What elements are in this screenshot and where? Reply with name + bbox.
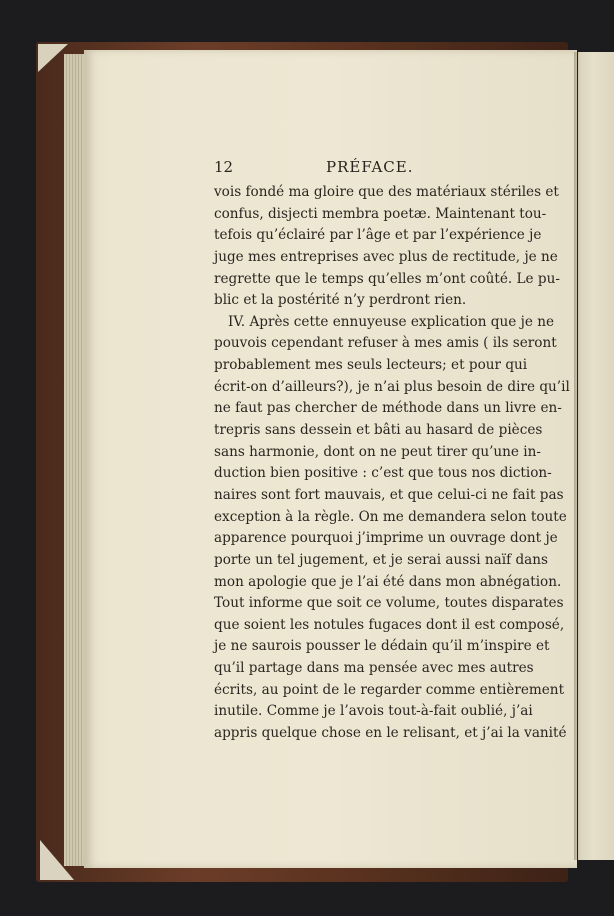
page-header <box>214 158 514 180</box>
text-line: que soient les notules fugaces dont il est composé, <box>214 616 565 633</box>
text-line: écrit-on d’ailleurs?), je n’ai plus besoin de dire qu’il <box>214 378 570 395</box>
text-line: confus, disjecti membra poetæ. Maintenant tou- <box>214 205 547 222</box>
text-line: ne faut pas chercher de méthode dans un livre en- <box>214 400 562 417</box>
text-line: blic et la postérité n’y perdront rien. <box>214 292 467 309</box>
text-line: vois fondé ma gloire que des matériaux stériles et <box>214 184 559 200</box>
text-line: juge mes entreprises avec plus de rectitude, je ne <box>214 248 558 265</box>
body-text <box>214 182 570 745</box>
text-line: mon apologie que je l’ai été dans mon abnégation. <box>214 573 562 590</box>
gutter-shadow <box>574 52 580 860</box>
text-line: duction bien positive : c’est que tous nos diction- <box>214 465 552 482</box>
text-line: écrits, au point de le regarder comme entièrement <box>214 681 565 698</box>
text-line: IV. Après cette ennuyeuse explication que je ne <box>228 313 554 330</box>
text-line: probablement mes seuls lecteurs; et pour qui <box>214 357 528 374</box>
facing-page-edge <box>578 52 614 860</box>
text-line: sans harmonie, dont on ne peut tirer qu’une in- <box>214 443 541 460</box>
text-line: exception à la règle. On me demandera selon toute <box>214 508 567 525</box>
text-line: qu’il partage dans ma pensée avec mes autres <box>214 660 534 677</box>
text-line: inutile. Comme je l’avois tout-à-fait oublié, j’ai <box>214 703 533 720</box>
text-line: Tout informe que soit ce volume, toutes disparates <box>214 595 564 612</box>
running-head: PRÉFACE. <box>326 158 414 176</box>
text-line: porte un tel jugement, et je serai aussi naïf dans <box>214 551 549 568</box>
text-line: regrette que le temps qu’elles m’ont coûté. Le pu- <box>214 270 560 287</box>
text-line: naires sont fort mauvais, et que celui-ci ne fait pas <box>214 486 564 503</box>
text-line: je ne saurois pousser le dédain qu’il m’inspire et <box>214 638 550 655</box>
page-number: 12 <box>214 158 234 176</box>
text-line: apparence pourquoi j’imprime un ouvrage dont je <box>214 530 558 547</box>
text-line: trepris sans dessein et bâti au hasard de pièces <box>214 422 543 439</box>
text-line: appris quelque chose en le relisant, et j’ai la vanité <box>214 725 567 742</box>
text-line: pouvois cependant refuser à mes amis ( ils seront <box>214 335 557 352</box>
text-line: tefois qu’éclairé par l’âge et par l’expérience je <box>214 227 542 244</box>
